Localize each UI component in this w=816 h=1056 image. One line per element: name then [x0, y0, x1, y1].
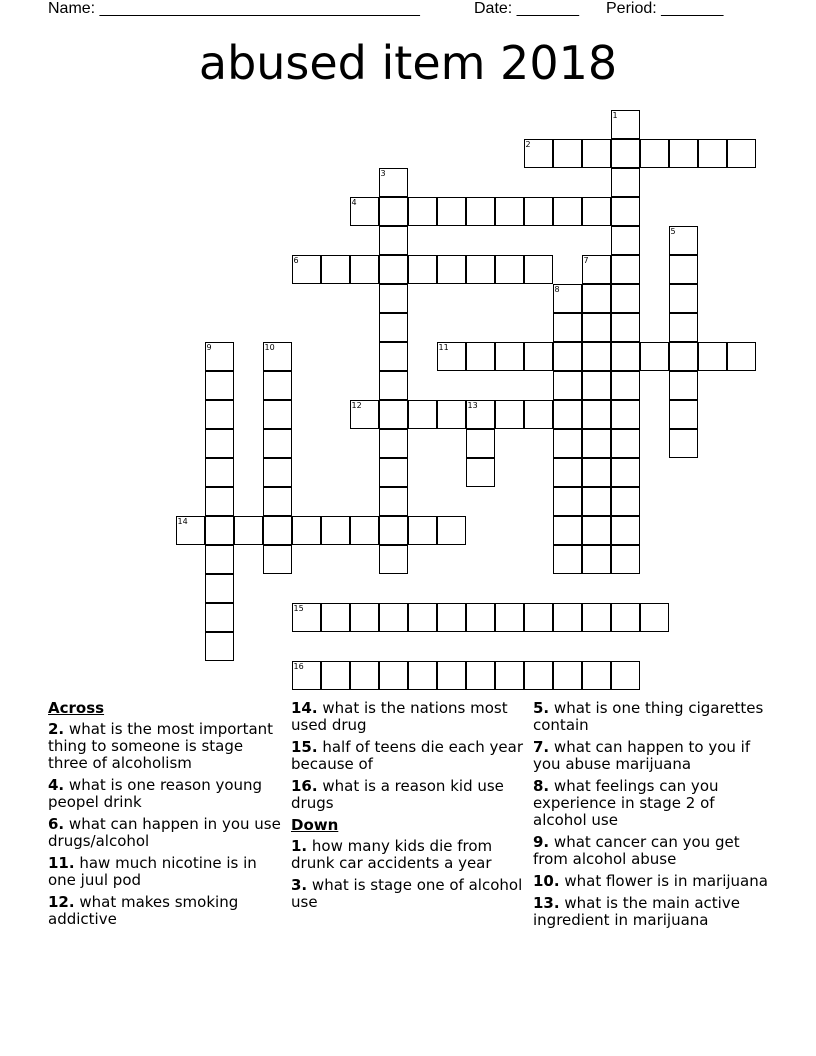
clue-across-6: 6. what can happen in you use drugs/alcohol [48, 815, 281, 850]
grid-cell[interactable] [379, 429, 408, 458]
grid-cell[interactable] [582, 545, 611, 574]
grid-cell[interactable] [437, 400, 466, 429]
clue-down-1: 1. how many kids die from drunk car accidents a year [291, 837, 493, 872]
clue-down-9: 9. what cancer can you get from alcohol abuse [533, 833, 740, 868]
grid-cell[interactable] [466, 429, 495, 458]
grid-cell[interactable] [437, 342, 466, 371]
grid-cell[interactable] [640, 603, 669, 632]
grid-cell[interactable] [292, 661, 321, 690]
grid-cell[interactable] [321, 603, 350, 632]
grid-cell[interactable] [582, 661, 611, 690]
grid-cell[interactable] [553, 458, 582, 487]
clue-across-4: 4. what is one reason young peopel drink [48, 776, 263, 811]
clue-down-3: 3. what is stage one of alcohol use [291, 876, 523, 911]
grid-cell[interactable] [379, 661, 408, 690]
grid-cell[interactable] [524, 661, 553, 690]
grid-cell[interactable] [466, 603, 495, 632]
grid-cell[interactable] [379, 197, 408, 226]
grid-cell[interactable] [582, 458, 611, 487]
grid-cell[interactable] [553, 197, 582, 226]
grid-cell[interactable] [524, 603, 553, 632]
grid-cell[interactable] [611, 342, 640, 371]
grid-cell[interactable] [611, 603, 640, 632]
grid-cell[interactable] [611, 255, 640, 284]
date-blank[interactable]: _______ [516, 0, 579, 17]
clues-column-2 [291, 700, 526, 916]
grid-cell[interactable] [611, 516, 640, 545]
grid-cell[interactable] [698, 342, 727, 371]
clue-down-7: 7. what can happen to you if you abuse marijuana [533, 738, 751, 773]
grid-cell[interactable] [553, 487, 582, 516]
page-title: abused item 2018 [198, 36, 618, 90]
grid-cell[interactable] [611, 284, 640, 313]
grid-cell[interactable] [553, 342, 582, 371]
grid-cell[interactable] [379, 371, 408, 400]
grid-cell[interactable] [408, 516, 437, 545]
grid-cell[interactable] [553, 429, 582, 458]
grid-cell[interactable] [379, 487, 408, 516]
clue-across-14: 14. what is the nations most used drug [291, 699, 508, 734]
grid-cell[interactable] [611, 487, 640, 516]
clue-number: 2 [525, 139, 531, 149]
grid-cell[interactable] [582, 429, 611, 458]
grid-cell[interactable] [611, 371, 640, 400]
grid-cell[interactable] [611, 313, 640, 342]
grid-cell[interactable] [408, 400, 437, 429]
across-heading: Across [48, 699, 105, 717]
grid-cell[interactable] [582, 197, 611, 226]
period-label: Period: [606, 0, 657, 17]
grid-cell[interactable] [437, 661, 466, 690]
grid-cell[interactable] [350, 661, 379, 690]
grid-cell[interactable] [350, 516, 379, 545]
grid-cell[interactable] [495, 400, 524, 429]
grid-cell[interactable] [205, 371, 234, 400]
grid-cell[interactable] [582, 516, 611, 545]
grid-cell[interactable] [611, 168, 640, 197]
grid-cell[interactable] [553, 545, 582, 574]
grid-cell[interactable] [582, 603, 611, 632]
grid-cell[interactable] [437, 603, 466, 632]
grid-cell[interactable] [263, 516, 292, 545]
grid-cell[interactable] [553, 371, 582, 400]
grid-cell[interactable] [524, 342, 553, 371]
grid-cell[interactable] [611, 458, 640, 487]
grid-cell[interactable] [350, 255, 379, 284]
grid-cell[interactable] [582, 255, 611, 284]
grid-cell[interactable] [437, 255, 466, 284]
grid-cell[interactable] [553, 139, 582, 168]
grid-cell[interactable] [640, 139, 669, 168]
grid-cell[interactable] [727, 342, 756, 371]
grid-cell[interactable] [205, 632, 234, 661]
grid-cell[interactable] [263, 371, 292, 400]
grid-cell[interactable] [379, 400, 408, 429]
grid-cell[interactable] [611, 545, 640, 574]
grid-cell[interactable] [669, 139, 698, 168]
grid-cell[interactable] [466, 400, 495, 429]
clue-number: 12 [351, 400, 362, 410]
grid-cell[interactable] [524, 197, 553, 226]
clue-across-11: 11. haw much nicotine is in one juul pod [48, 854, 257, 889]
clue-number: 16 [293, 661, 304, 671]
grid-cell[interactable] [669, 400, 698, 429]
grid-cell[interactable] [379, 284, 408, 313]
grid-cell[interactable] [553, 603, 582, 632]
grid-cell[interactable] [553, 400, 582, 429]
grid-cell[interactable] [205, 603, 234, 632]
grid-cell[interactable] [524, 139, 553, 168]
grid-cell[interactable] [321, 516, 350, 545]
grid-cell[interactable] [640, 342, 669, 371]
grid-cell[interactable] [292, 603, 321, 632]
grid-cell[interactable] [408, 197, 437, 226]
clue-number: 4 [351, 197, 357, 207]
grid-cell[interactable] [611, 110, 640, 139]
grid-cell[interactable] [669, 342, 698, 371]
grid-cell[interactable] [466, 458, 495, 487]
clue-number: 15 [293, 603, 304, 613]
down-heading: Down [291, 816, 339, 834]
grid-cell[interactable] [582, 284, 611, 313]
grid-cell[interactable] [495, 342, 524, 371]
grid-cell[interactable] [321, 661, 350, 690]
clue-down-13: 13. what is the main active ingredient in marijuana [533, 894, 740, 929]
grid-cell[interactable] [582, 371, 611, 400]
grid-cell[interactable] [379, 545, 408, 574]
grid-cell[interactable] [611, 429, 640, 458]
grid-cell[interactable] [350, 197, 379, 226]
period-blank[interactable]: _______ [661, 0, 724, 17]
clue-number: 3 [380, 168, 386, 178]
grid-cell[interactable] [205, 342, 234, 371]
grid-cell[interactable] [669, 313, 698, 342]
grid-cell[interactable] [466, 342, 495, 371]
grid-cell[interactable] [553, 284, 582, 313]
grid-cell[interactable] [408, 255, 437, 284]
name-label: Name: [48, 0, 96, 17]
grid-cell[interactable] [582, 139, 611, 168]
grid-cell[interactable] [727, 139, 756, 168]
grid-cell[interactable] [611, 139, 640, 168]
grid-cell[interactable] [669, 255, 698, 284]
grid-cell[interactable] [437, 516, 466, 545]
grid-cell[interactable] [466, 661, 495, 690]
clue-across-16: 16. what is a reason kid use drugs [291, 777, 504, 812]
grid-cell[interactable] [205, 516, 234, 545]
clue-number: 8 [554, 284, 560, 294]
grid-cell[interactable] [176, 516, 205, 545]
grid-cell[interactable] [379, 342, 408, 371]
grid-cell[interactable] [234, 516, 263, 545]
grid-cell[interactable] [263, 487, 292, 516]
grid-cell[interactable] [582, 487, 611, 516]
grid-cell[interactable] [321, 255, 350, 284]
grid-cell[interactable] [205, 400, 234, 429]
grid-cell[interactable] [553, 516, 582, 545]
clue-down-10: 10. what flower is in marijuana [533, 872, 768, 890]
grid-cell[interactable] [379, 168, 408, 197]
grid-cell[interactable] [379, 226, 408, 255]
grid-cell[interactable] [379, 516, 408, 545]
clue-across-12: 12. what makes smoking addictive [48, 893, 239, 928]
grid-cell[interactable] [292, 255, 321, 284]
grid-cell[interactable] [263, 429, 292, 458]
grid-cell[interactable] [669, 226, 698, 255]
clue-number: 7 [583, 255, 589, 265]
grid-cell[interactable] [553, 313, 582, 342]
grid-cell[interactable] [611, 661, 640, 690]
grid-cell[interactable] [379, 458, 408, 487]
clue-down-5: 5. what is one thing cigarettes contain [533, 699, 764, 734]
clue-number: 1 [612, 110, 618, 120]
grid-cell[interactable] [205, 429, 234, 458]
grid-cell[interactable] [379, 603, 408, 632]
grid-cell[interactable] [205, 458, 234, 487]
clues-column-3 [533, 700, 768, 934]
grid-cell[interactable] [379, 313, 408, 342]
clue-across-2: 2. what is the most important thing to someone is stage three of alcoholism [48, 720, 274, 772]
grid-cell[interactable] [205, 574, 234, 603]
clue-number: 9 [206, 342, 212, 352]
grid-cell[interactable] [263, 545, 292, 574]
grid-cell[interactable] [611, 226, 640, 255]
name-blank[interactable]: ____________________________________ [99, 0, 420, 17]
grid-cell[interactable] [205, 487, 234, 516]
grid-cell[interactable] [263, 400, 292, 429]
grid-cell[interactable] [553, 661, 582, 690]
grid-cell[interactable] [582, 400, 611, 429]
clue-number: 14 [177, 516, 188, 526]
grid-cell[interactable] [524, 400, 553, 429]
date-label: Date: [474, 0, 513, 17]
clue-across-15: 15. half of teens die each year because of [291, 738, 524, 773]
grid-cell[interactable] [408, 603, 437, 632]
grid-cell[interactable] [582, 342, 611, 371]
grid-cell[interactable] [379, 255, 408, 284]
grid-cell[interactable] [350, 400, 379, 429]
grid-cell[interactable] [669, 284, 698, 313]
grid-cell[interactable] [669, 429, 698, 458]
grid-cell[interactable] [495, 661, 524, 690]
clue-number: 5 [670, 226, 676, 236]
grid-cell[interactable] [350, 603, 379, 632]
grid-cell[interactable] [466, 197, 495, 226]
clue-number: 10 [264, 342, 275, 352]
grid-cell[interactable] [263, 458, 292, 487]
grid-cell[interactable] [611, 400, 640, 429]
grid-cell[interactable] [495, 197, 524, 226]
clue-number: 6 [293, 255, 299, 265]
grid-cell[interactable] [205, 545, 234, 574]
clue-down-8: 8. what feelings can you experience in stage 2 of alcohol use [533, 777, 719, 829]
grid-cell[interactable] [292, 516, 321, 545]
grid-cell[interactable] [263, 342, 292, 371]
clues-column-1 [48, 700, 283, 933]
grid-cell[interactable] [466, 255, 495, 284]
clue-number: 11 [438, 342, 449, 352]
grid-cell[interactable] [698, 139, 727, 168]
grid-cell[interactable] [437, 197, 466, 226]
grid-cell[interactable] [495, 255, 524, 284]
grid-cell[interactable] [524, 255, 553, 284]
clue-number: 13 [467, 400, 478, 410]
grid-cell[interactable] [611, 197, 640, 226]
grid-cell[interactable] [582, 313, 611, 342]
grid-cell[interactable] [669, 371, 698, 400]
grid-cell[interactable] [495, 603, 524, 632]
grid-cell[interactable] [408, 661, 437, 690]
